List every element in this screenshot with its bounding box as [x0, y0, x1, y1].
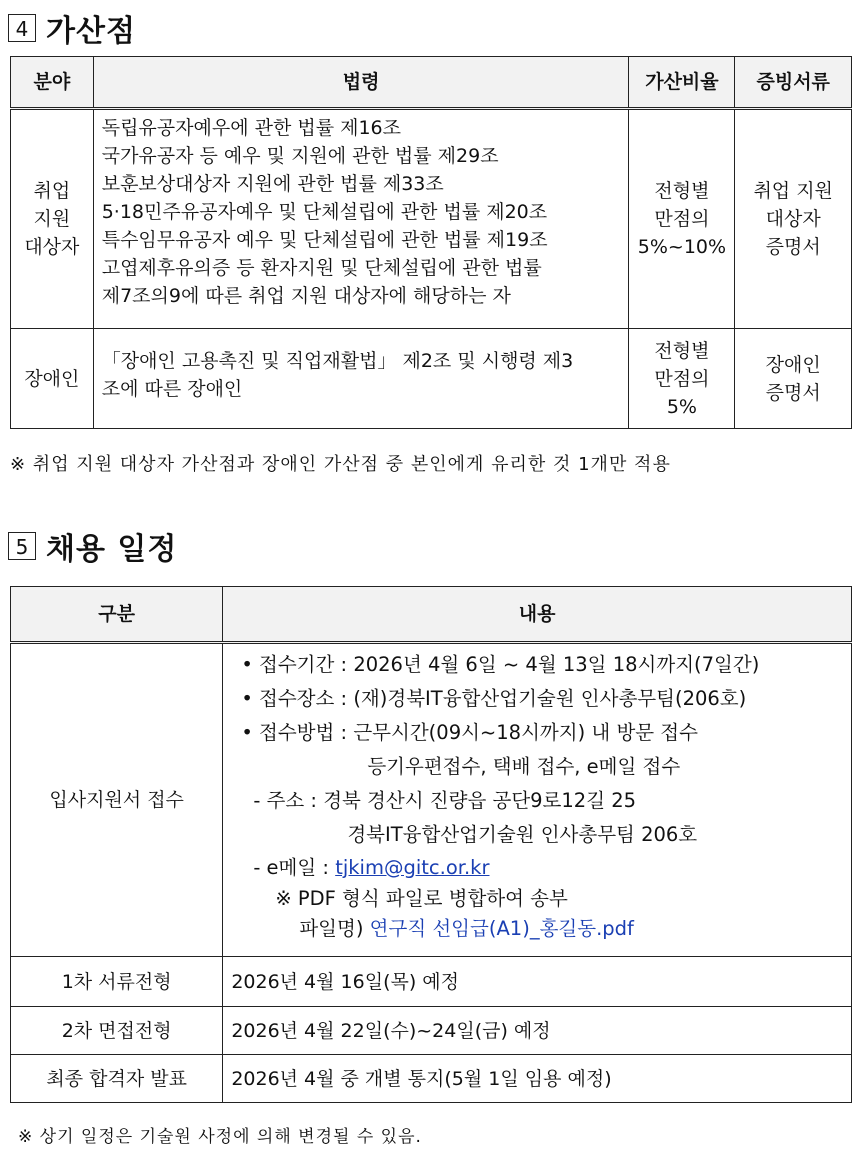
law-line: 조에 따른 장애인	[101, 378, 243, 400]
header-category: 구분	[11, 587, 223, 643]
reception-period: • 접수기간 : 2026년 4월 6일 ~ 4월 13일 18시까지(7일간)	[241, 653, 760, 676]
table-row	[11, 1055, 852, 1103]
schedule-table	[10, 586, 852, 1103]
ratio-line: 만점의	[654, 208, 710, 230]
reception-place: • 접수장소 : (재)경북IT융합산업기술원 인사총무팀(206호)	[241, 687, 747, 710]
section5-number: 5	[8, 532, 36, 560]
email-label: - e메일 :	[253, 856, 336, 879]
field-line: 대상자	[24, 236, 80, 258]
reception-address: - 주소 : 경북 경산시 진량읍 공단9로12길 25	[253, 789, 637, 812]
reception-email-line	[231, 852, 851, 884]
header-docs: 증빙서류	[735, 57, 852, 109]
reception-address-cont: 경북IT융합산업기술원 인사총무팀 206호	[347, 823, 698, 846]
reception-label: 입사지원서 접수	[11, 643, 223, 957]
reception-method-cont: 등기우편접수, 택배 접수, e메일 접수	[367, 755, 681, 778]
filename-label: 파일명)	[299, 917, 370, 940]
law-line: 5·18민주유공자예우 및 단체설립에 관한 법률 제20조	[101, 201, 548, 223]
law-line: 국가유공자 등 예우 및 지원에 관한 법률 제29조	[101, 145, 499, 167]
stage2-content: 2026년 4월 22일(수)~24일(금) 예정	[223, 1007, 852, 1055]
header-content: 내용	[223, 587, 852, 643]
law-cell	[93, 109, 629, 329]
table-row	[11, 329, 852, 429]
docs-line: 취업 지원	[753, 180, 833, 202]
ratio-line: 5%~10%	[637, 236, 727, 258]
stage2-label: 2차 면접전형	[11, 1007, 223, 1055]
docs-line: 장애인	[765, 353, 821, 376]
email-link[interactable]: tjkim@gitc.or.kr	[335, 856, 490, 879]
docs-line: 증명서	[765, 236, 821, 258]
table-row	[11, 1007, 852, 1055]
final-content: 2026년 4월 중 개별 통지(5월 1일 임용 예정)	[223, 1055, 852, 1103]
schedule-note: ※ 상기 일정은 기술원 사정에 의해 변경될 수 있음.	[18, 1127, 422, 1147]
ratio-line: 만점의	[654, 367, 710, 390]
ratio-cell	[629, 329, 735, 429]
law-line: 특수임무유공자 예우 및 단체설립에 관한 법률 제19조	[101, 229, 548, 251]
ratio-cell	[629, 109, 735, 329]
docs-line: 대상자	[765, 208, 821, 230]
ratio-line: 전형별	[654, 339, 710, 362]
pdf-note: ※ PDF 형식 파일로 병합하여 송부	[275, 887, 568, 910]
law-line: 고엽제후유의증 등 환자지원 및 단체설립에 관한 법률	[101, 257, 542, 279]
field-line: 장애인	[24, 367, 80, 390]
bonus-note: ※ 취업 지원 대상자 가산점과 장애인 가산점 중 본인에게 유리한 것 1개만 적용	[10, 454, 671, 475]
header-ratio: 가산비율	[629, 57, 735, 109]
law-line: 독립유공자예우에 관한 법률 제16조	[101, 117, 401, 139]
header-law: 법령	[93, 57, 629, 109]
docs-cell	[735, 329, 852, 429]
law-line: 보훈보상대상자 지원에 관한 법률 제33조	[101, 173, 444, 195]
section4-title: 가산점	[46, 14, 136, 49]
section5-title: 채용 일정	[46, 532, 178, 567]
header-field: 분야	[11, 57, 94, 109]
ratio-line: 5%	[666, 395, 697, 418]
filename-value: 연구직 선임급(A1)_홍길동.pdf	[369, 917, 634, 940]
table-row	[11, 109, 852, 329]
ratio-line: 전형별	[654, 180, 710, 202]
section4-heading	[8, 6, 136, 50]
table-row	[11, 957, 852, 1007]
table-row	[11, 643, 852, 957]
field-cell	[11, 109, 94, 329]
stage1-content: 2026년 4월 16일(목) 예정	[223, 957, 852, 1007]
field-line: 지원	[33, 208, 71, 230]
law-line: 「장애인 고용촉진 및 직업재활법」 제2조 및 시행령 제3	[101, 350, 574, 372]
docs-line: 증명서	[765, 381, 821, 404]
bonus-table	[10, 56, 852, 429]
docs-cell	[735, 109, 852, 329]
law-line: 제7조의9에 따른 취업 지원 대상자에 해당하는 자	[101, 285, 511, 307]
final-label: 최종 합격자 발표	[11, 1055, 223, 1103]
reception-content	[223, 643, 852, 957]
section4-number: 4	[8, 14, 36, 42]
law-cell	[93, 329, 629, 429]
field-line: 취업	[33, 180, 71, 202]
filename-line	[231, 914, 851, 944]
section5-heading	[8, 524, 177, 568]
reception-method: • 접수방법 : 근무시간(09시~18시까지) 내 방문 접수	[241, 721, 698, 744]
field-cell	[11, 329, 94, 429]
stage1-label: 1차 서류전형	[11, 957, 223, 1007]
